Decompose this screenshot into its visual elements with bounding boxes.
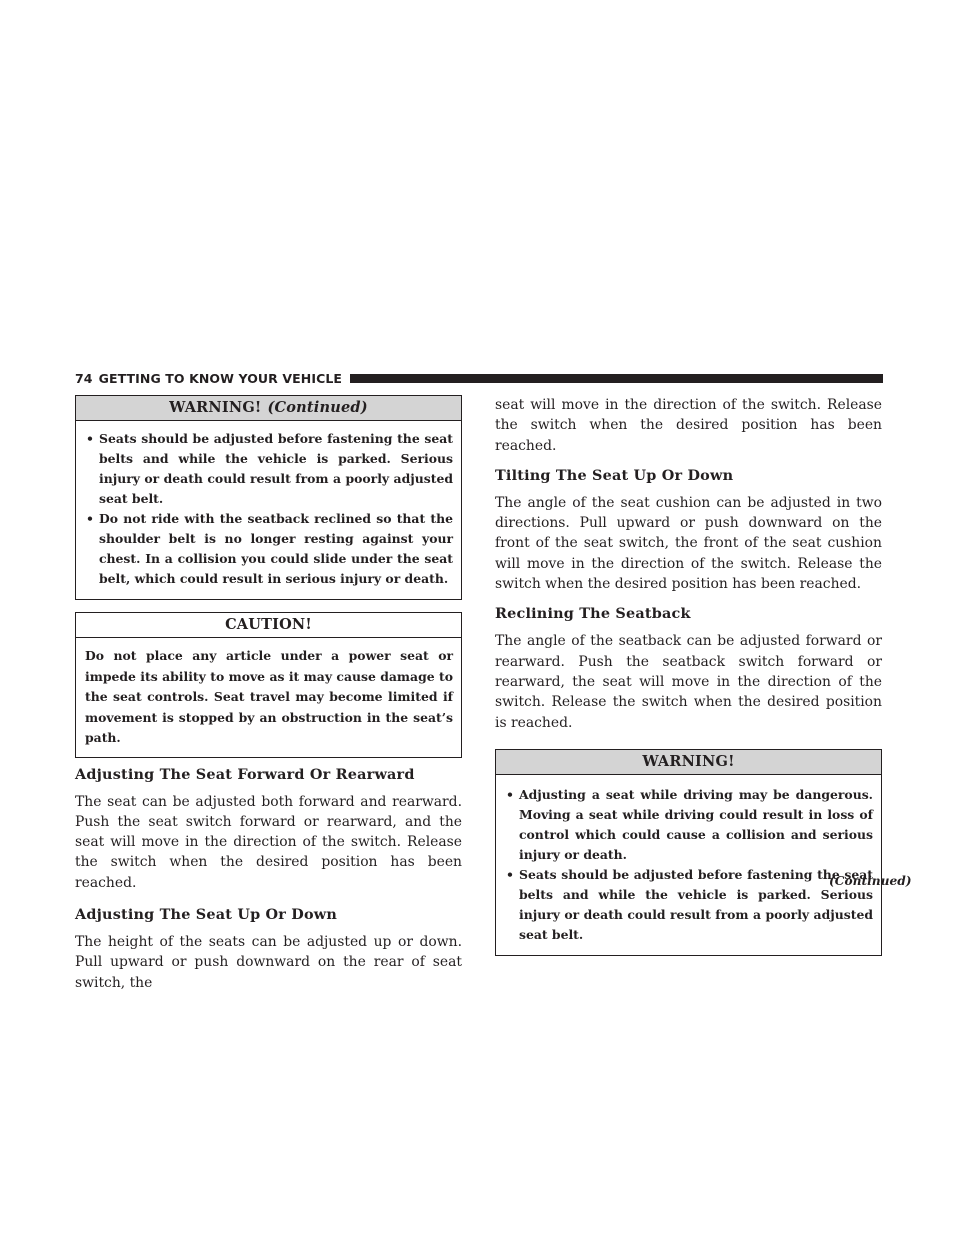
caution-box bbox=[75, 612, 462, 758]
warning-box-title: WARNING! bbox=[496, 750, 881, 775]
right-column bbox=[495, 395, 882, 956]
paragraph-continuation: seat will move in the direction of the switch. Release the switch when the desired position has been reached. bbox=[495, 397, 882, 454]
heading-recline-seatback: Reclining The Seatback bbox=[495, 605, 691, 623]
warning-list bbox=[76, 421, 461, 599]
heading-adjust-up-down: Adjusting The Seat Up Or Down bbox=[75, 905, 337, 923]
paragraph-adjust-up-down: The height of the seats can be adjusted up or down. Pull upward or push downward on the rear of seat switch, the bbox=[75, 933, 462, 991]
heading-tilt-seat: Tilting The Seat Up Or Down bbox=[495, 466, 734, 484]
paragraph-adjust-forward-rearward: The seat can be adjusted both forward and rearward. Push the seat switch forward or rearward, and the seat will move in the direction of the switch. Release the switch when the desired position has been reached. bbox=[75, 793, 462, 891]
warning-item: • Adjusting a seat while driving may be dangerous. Moving a seat while driving could result in loss of control which could cause a collision and serious injury or death. bbox=[506, 785, 873, 865]
header-rule bbox=[350, 374, 883, 383]
page-header bbox=[75, 370, 883, 386]
caution-text: Do not place any article under a power seat or impede its ability to move as it may cause damage to the seat controls. Seat travel may become limited if movement is stopped by an obstruction in the seat’s path. bbox=[85, 648, 453, 745]
warning-list bbox=[496, 775, 881, 955]
warning-box bbox=[495, 749, 882, 956]
paragraph-recline-seatback: The angle of the seatback can be adjusted forward or rearward. Push the seatback switch forward or rearward, the seat will move in the direction of the switch. Release the switch when the desired position is reached. bbox=[495, 633, 882, 731]
section-title: GETTING TO KNOW YOUR VEHICLE bbox=[98, 370, 343, 386]
warning-box-continued bbox=[75, 395, 462, 600]
caution-box-title: CAUTION! bbox=[76, 613, 461, 638]
page-number: 74 bbox=[75, 370, 93, 386]
warning-box-title bbox=[76, 396, 461, 421]
left-column bbox=[75, 395, 462, 993]
warning-item: • Seats should be adjusted before fastening the seat belts and while the vehicle is parked. Serious injury or death could result from a poorly adjusted seat belt. bbox=[506, 865, 873, 945]
warning-item: • Seats should be adjusted before fastening the seat belts and while the vehicle is parked. Serious injury or death could result from a poorly adjusted seat belt. bbox=[86, 429, 453, 509]
warning-item: • Do not ride with the seatback reclined so that the shoulder belt is no longer resting against your chest. In a collision you could slide under the seat belt, which could result in serious injury or death. bbox=[86, 509, 453, 589]
paragraph-tilt-seat: The angle of the seat cushion can be adjusted in two directions. Pull upward or push downward on the front of the seat switch, the front of the seat cushion will move in the direction of the switch. Release the switch when the desired position has been reached. bbox=[495, 494, 882, 593]
warning-title-text: WARNING! bbox=[169, 399, 262, 416]
continued-footer: (Continued) bbox=[829, 874, 912, 888]
continued-label: (Continued) bbox=[267, 399, 368, 416]
heading-adjust-forward-rearward: Adjusting The Seat Forward Or Rearward bbox=[75, 765, 415, 783]
